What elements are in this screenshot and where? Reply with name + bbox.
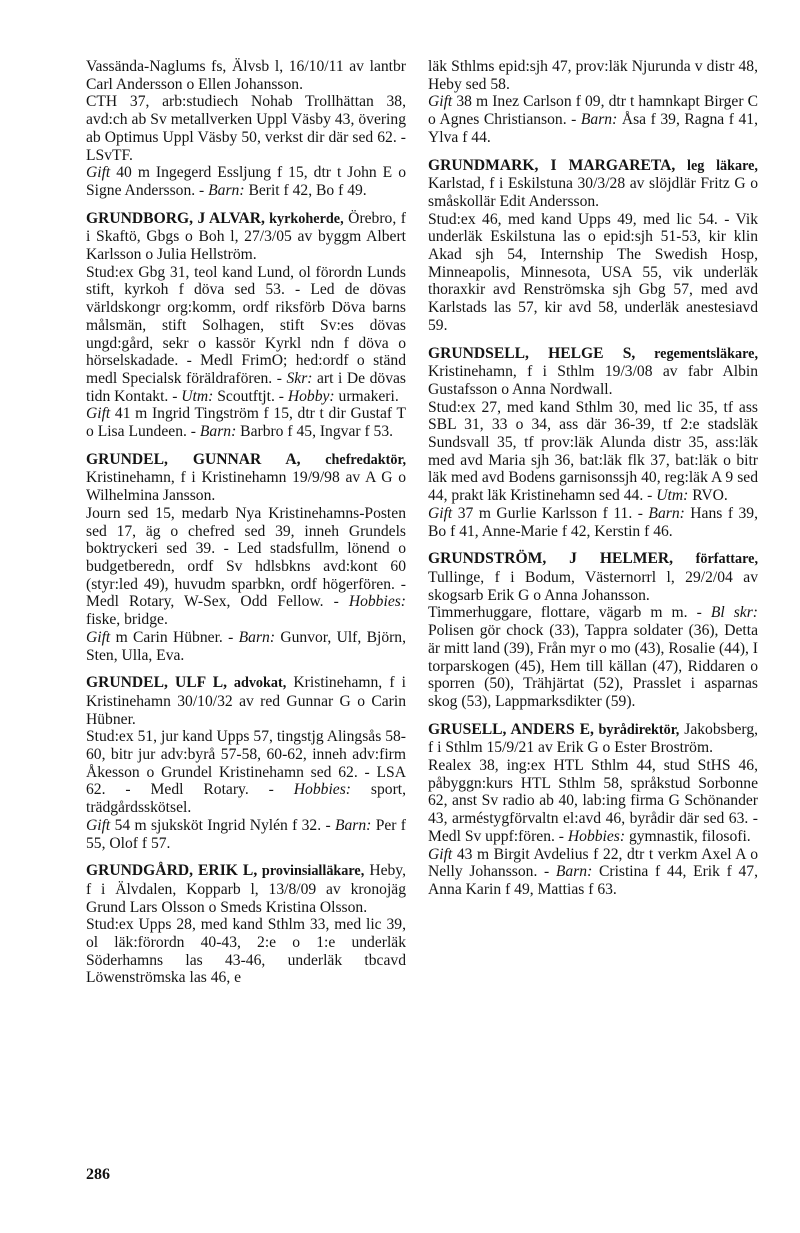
- entry-name: GRUSELL, ANDERS E,: [428, 720, 594, 738]
- gift-label: Gift: [86, 405, 111, 423]
- entry-family: [86, 817, 406, 852]
- entry-intro: Kristinehamn, f i Kristinehamn 19/9/98 av A G o Wilhelmina Jansson.: [86, 469, 406, 505]
- gift-label: Gift: [428, 845, 453, 863]
- barn-label: Barn:: [580, 111, 618, 129]
- entry-career: [86, 728, 406, 817]
- entry-name: GRUNDEL, ULF L,: [86, 674, 228, 692]
- gift-label: Gift: [86, 816, 111, 834]
- barn-text: Berit f 42, Bo f 49.: [244, 181, 367, 199]
- entry-grundmark: [428, 157, 758, 335]
- gift-text: 41 m Ingrid Tingström f 15, dtr t dir Gustaf T o Lisa Lundeen. -: [86, 405, 406, 441]
- entry-grundel-ulf: [86, 674, 406, 852]
- entry-intro: Vassända-Naglums fs, Älvsb l, 16/10/11 av lantbr Carl Andersson o Ellen Johansson.: [86, 58, 406, 93]
- hobby-label: Hobbies:: [348, 593, 406, 611]
- gift-text: 37 m Gurlie Karlsson f 11. -: [452, 504, 649, 522]
- entry-name: GRUNDGÅRD, ERIK L,: [86, 862, 258, 880]
- entry-heading: [428, 345, 758, 399]
- entry-name: GRUNDEL, GUNNAR A,: [86, 450, 301, 468]
- left-column: [86, 58, 406, 997]
- entry-heading: [86, 210, 406, 264]
- entry-heading: [428, 550, 758, 604]
- barn-text: Barbro f 45, Ingvar f 53.: [236, 423, 394, 441]
- entry-career: [86, 264, 406, 406]
- utm-label: Utm:: [656, 487, 689, 505]
- entry-career: [428, 757, 758, 846]
- entry-family: [428, 505, 758, 540]
- utm-label: Utm:: [181, 387, 214, 405]
- hobby-text: sport, trädgårdsskötsel.: [86, 781, 406, 817]
- barn-text: Cristina f 44, Erik f 47, Anna Karin f 49, Mattias f 63.: [428, 863, 758, 898]
- entry-family: [86, 629, 406, 664]
- entry-family: [86, 164, 406, 199]
- entry-title: leg läkare,: [675, 157, 758, 174]
- entry-intro: Örebro, f i Skaftö, Gbgs o Boh l, 27/3/05 av byggm Albert Karlsson o Julia Hellström.: [86, 209, 406, 264]
- right-column: [428, 58, 758, 909]
- entry-career: Stud:ex 46, med kand Upps 49, med lic 54. - Vik underläk Eskilstuna las o epid:sjh 51-53, kir klin Akad sjh 54, Internship The Swedish Hosp, Minneapolis, Minnesota, USA 55, vik underläk thoraxkir avd Renströmska sjh Gbg 57, med avd Karlstads las 57, kir avd 58, underläk anestesiavd 59.: [428, 210, 758, 334]
- entry-career: [428, 604, 758, 710]
- barn-label: Barn:: [199, 423, 237, 441]
- entry-career: CTH 37, arb:studiech Nohab Trollhättan 38, avd:ch ab Sv metallverken Uppl Väsby 43, övering ab Optimus Uppl Väsby 50, verkst dir där sed 62. - LSvTF.: [86, 93, 406, 164]
- entry-career: [428, 399, 758, 505]
- utm-text: RVO.: [688, 487, 728, 505]
- continued-entry: [428, 58, 758, 147]
- hobby-text: gymnastik, filosofi.: [625, 827, 751, 845]
- entry-grundstrom: [428, 550, 758, 710]
- skr-label: Bl skr:: [710, 604, 758, 622]
- entry-career: [86, 505, 406, 629]
- entry-name: GRUNDMARK, I MARGARETA,: [428, 156, 676, 174]
- entry-career: Stud:ex Upps 28, med kand Sthlm 33, med lic 39, ol läk:förordn 40-43, 2:e o 1:e underläk Söderhamns las 43-46, underläk tbcavd Löwenströmska las 46, e: [86, 916, 406, 987]
- entry-title: provinsialläkare,: [257, 863, 365, 880]
- gift-text: 54 m sjuksköt Ingrid Nylén f 32. -: [110, 816, 335, 834]
- barn-text: Gunvor, Ulf, Björn, Sten, Ulla, Eva.: [86, 628, 407, 664]
- entry-heading: [428, 157, 758, 211]
- entry-title: byrådirektör,: [593, 721, 680, 738]
- career-text: Stud:ex 51, jur kand Upps 57, tingstjg Alingsås 58-60, bitr jur adv:byrå 57-58, 60-62, inneh adv:firm Åkesson o Grundel Kristinehamn sed 62. - LSA 62. - Medl Rotary. -: [86, 728, 406, 799]
- entry-family: [86, 405, 406, 440]
- gift-label: Gift: [86, 164, 111, 182]
- barn-label: Barn:: [555, 863, 593, 881]
- career-text: Timmerhuggare, flottare, vägarb m m. -: [428, 604, 711, 622]
- career-text: Journ sed 15, medarb Nya Kristinehamns-Posten sed 17, äg o chefred sed 39, inneh Grundels boktryckeri sed 39. - Led stadsfullm, lönend o budgetberedn, ordf Sv hdlsbkns avd:kont 60 (styr:led 49), huvudm sparbkn, ordf högerfören. - Medl Rotary, W-Sex, Odd Fellow. -: [86, 504, 406, 611]
- entry-intro: Karlstad, f i Eskilstuna 30/3/28 av slöjdlär Fritz G o småskollär Edit Andersson.: [428, 175, 758, 210]
- barn-text: Hans f 39, Bo f 41, Anne-Marie f 42, Kerstin f 46.: [428, 504, 758, 540]
- hobby-label: Hobbies:: [293, 781, 351, 799]
- barn-text: Åsa f 39, Ragna f 41, Ylva f 44.: [428, 111, 758, 146]
- entry-intro: Tullinge, f i Bodum, Västernorrl l, 29/2/04 av skogsarb Erik G o Anna Johansson.: [428, 568, 758, 604]
- entry-heading: [86, 674, 406, 728]
- barn-label: Barn:: [238, 628, 276, 646]
- entry-title: regementsläkare,: [635, 345, 759, 362]
- career-text: Stud:ex Gbg 31, teol kand Lund, ol förordn Lunds stift, kyrkoh f döva sed 53. - Led de dövas världskongr org:komm, ordf riksförb Döva barns målsmän, stift Solhagen, stift Sv:es dövas ungd:gård, sekr o kassör Kyrkl ndn f döva o hörselskadade. - Medl FrimO; hed:ordf o ständ medl Specialsk föräldrafören. -: [86, 263, 406, 387]
- entry-family: [428, 846, 758, 899]
- entry-family: [428, 93, 758, 146]
- skr-label: Skr:: [286, 369, 313, 387]
- gift-label: Gift: [428, 504, 453, 522]
- entry-name: GRUNDSELL, HELGE S,: [428, 344, 636, 362]
- entry-heading: [86, 451, 406, 505]
- hobby-label: Hobbies:: [567, 827, 626, 845]
- entry-title: chefredaktör,: [300, 451, 406, 468]
- page-number: 286: [86, 1166, 110, 1183]
- skr-text: Polisen gör chock (33), Tappra soldater (36), Detta är mitt land (39), Från myr o mo (43), Rosalie (44), I torparskogen (45), Hem till källan (47), Riddaren o sporren (50), Trähjärtat (52), Prasslet i asparnas skog (53), Lappmarksdikter (59).: [428, 622, 758, 710]
- entry-grundsell: [428, 345, 758, 541]
- utm-text: Scoutftjt. -: [213, 387, 288, 405]
- career-text: Stud:ex 27, med kand Sthlm 30, med lic 35, tf ass SBL 31, 33 o 34, ass där 36-39, tf 2:e stadsläk Sundsvall 35, tf prov:läk Alunda distr 35, ass:läk med avd Maria sjh 36, bat:läk flk 37, bat:läk o bitr läk med avd Bodens garnisonssjh 40, reg:läk A 9 sed 44, prakt läk Kristinehamn sed 44. -: [428, 398, 758, 505]
- entry-intro: Kristinehamn, f i Kristinehamn 30/10/32 av red Gunnar G o Carin Hübner.: [86, 674, 406, 728]
- entry-intro: Jakobsberg, f i Sthlm 15/9/21 av Erik G o Ester Broström.: [428, 720, 759, 757]
- gift-text: 38 m Inez Carlson f 09, dtr t hamnkapt Birger C o Agnes Christianson. -: [428, 93, 758, 129]
- gift-text: m Carin Hübner. -: [110, 628, 239, 646]
- continued-entry: [86, 58, 406, 200]
- entry-title: författare,: [673, 551, 758, 568]
- entry-name: GRUNDBORG, J ALVAR,: [86, 209, 265, 227]
- gift-text: 43 m Birgit Avdelius f 22, dtr t verkm Axel A o Nelly Johansson. -: [428, 845, 758, 881]
- entry-heading: [86, 862, 406, 916]
- barn-label: Barn:: [208, 181, 245, 199]
- entry-name: GRUNDSTRÖM, J HELMER,: [428, 550, 674, 568]
- barn-text: Per f 55, Olof f 57.: [86, 816, 406, 852]
- barn-label: Barn:: [648, 504, 685, 522]
- gift-label: Gift: [86, 628, 111, 646]
- entry-intro: Heby, f i Älvdalen, Kopparb l, 13/8/09 av kronojäg Grund Lars Olsson o Smeds Kristina Olsson.: [86, 862, 406, 916]
- entry-title: kyrkoherde,: [264, 210, 344, 227]
- entry-grundborg: [86, 210, 406, 441]
- gift-text: 40 m Ingegerd Essljung f 15, dtr t John E o Signe Andersson. -: [86, 164, 406, 199]
- entry-title: advokat,: [227, 675, 287, 692]
- gift-label: Gift: [428, 93, 453, 111]
- entry-intro: Kristinehamn, f i Sthlm 19/3/08 av fabr Albin Gustafsson o Anna Nordwall.: [428, 363, 758, 398]
- entry-grundel-gunnar: [86, 451, 406, 664]
- entry-career: läk Sthlms epid:sjh 47, prov:läk Njurunda v distr 48, Heby sed 58.: [428, 58, 758, 93]
- entry-grundgard: [86, 862, 406, 987]
- entry-heading: [428, 721, 758, 757]
- hobby-text: urmakeri.: [334, 387, 399, 405]
- hobby-text: fiske, bridge.: [86, 611, 168, 629]
- entry-grusell: [428, 721, 758, 899]
- skr-text: art i De dövas tidn Kontakt. -: [86, 369, 406, 405]
- barn-label: Barn:: [334, 816, 372, 834]
- hobby-label: Hobby:: [287, 387, 335, 405]
- career-text: Realex 38, ing:ex HTL Sthlm 44, stud StHS 46, påbyggn:kurs HTL Sthlm 58, språkstud Sorbonne 62, anst Sv radio ab 40, lab:ing firma G Schönander 43, arméstygförvaltn el:avd 46, byrådir där sed 63. - Medl Sv uppf:fören. -: [428, 757, 758, 845]
